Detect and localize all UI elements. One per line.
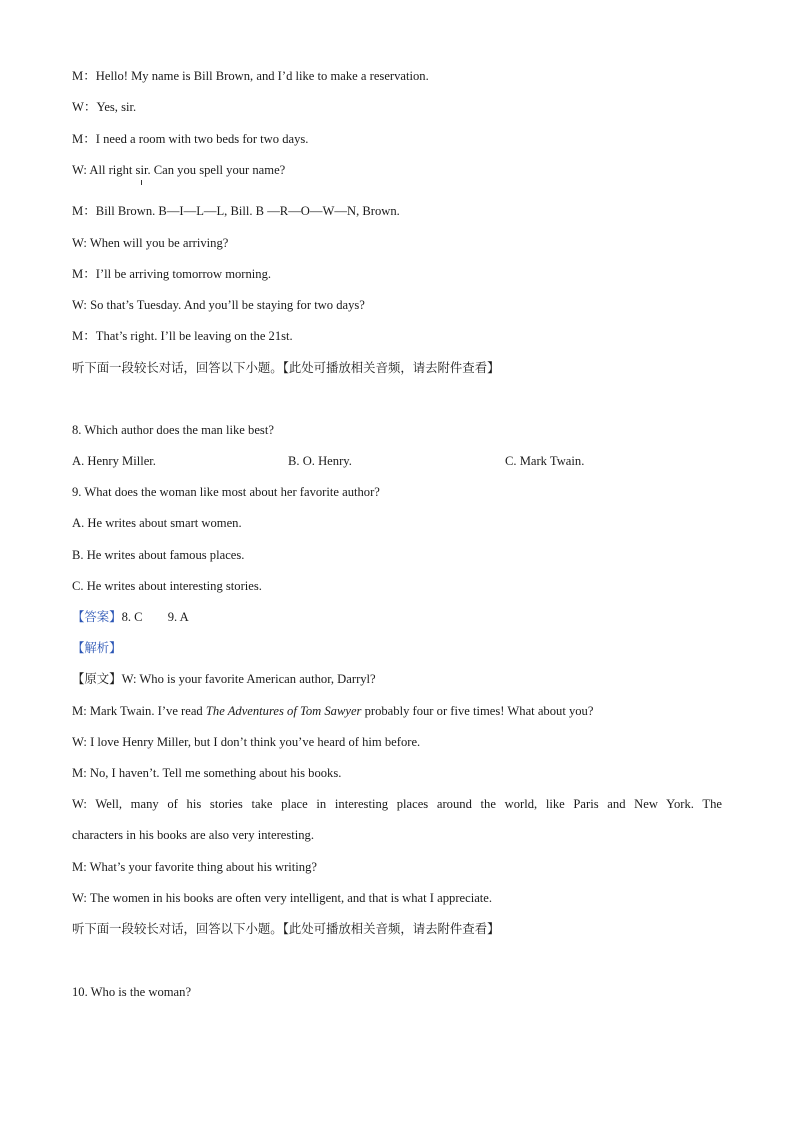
original-line-3: W: I love Henry Miller, but I don’t think you’ve heard of him before. [72, 735, 421, 749]
dialogue-line-3: M：I need a room with two beds for two days. [72, 132, 309, 146]
dialogue-line-1: M：Hello! My name is Bill Brown, and I’d like to make a reservation. [72, 69, 429, 83]
question-8-stem: 8. Which author does the man like best? [72, 423, 274, 437]
question-9-option-c: C. He writes about interesting stories. [72, 579, 262, 593]
answer-line [72, 609, 189, 625]
dialogue-line-9: M：That’s right. I’ll be leaving on the 21st. [72, 329, 293, 343]
original-first-text: W: Who is your favorite American author, Darryl? [121, 672, 376, 686]
analysis-label: 【解析】 [72, 640, 122, 655]
dialogue-line-6: W: When will you be arriving? [72, 236, 229, 250]
original-line-7: W: The women in his books are often very intelligent, and that is what I appreciate. [72, 891, 493, 905]
answer-label: 【答案】 [72, 609, 122, 624]
dialogue-line-7: M：I’ll be arriving tomorrow morning. [72, 267, 272, 281]
listening-instruction-1: 听下面一段较长对话，回答以下小题。【此处可播放相关音频，请去附件查看】 [72, 360, 500, 375]
question-8-option-b: B. O. Henry. [288, 454, 352, 468]
original-line-5a: W: Well, many of his stories take place in interesting places around the world, like Paris and New York. The [72, 797, 722, 811]
original-line-6: M: What’s your favorite thing about his writing? [72, 860, 317, 874]
original-line-5b: characters in his books are also very interesting. [72, 828, 314, 842]
original-line-2 [72, 703, 593, 719]
question-9-stem: 9. What does the woman like most about her favorite author? [72, 485, 380, 499]
question-10-stem: 10. Who is the woman? [72, 985, 192, 999]
answer-text: 8. C 9. A [121, 610, 189, 624]
analysis-line [72, 640, 122, 656]
dialogue-line-4: W: All right sir. Can you spell your name? [72, 163, 286, 177]
question-8-option-c: C. Mark Twain. [505, 454, 585, 468]
question-9-option-a: A. He writes about smart women. [72, 516, 242, 530]
question-8-options [72, 453, 722, 469]
stray-mark [141, 180, 142, 185]
original-line-2-pre: M: Mark Twain. I’ve read [72, 704, 206, 718]
dialogue-line-2: W：Yes, sir. [72, 100, 137, 114]
original-line-1 [72, 671, 376, 687]
dialogue-line-5: M：Bill Brown. B—I—L—L, Bill. B —R—O—W—N, Brown. [72, 204, 400, 218]
original-line-2-post: probably four or five times! What about you? [361, 704, 594, 718]
original-line-4: M: No, I haven’t. Tell me something about his books. [72, 766, 342, 780]
book-title: The Adventures of Tom Sawyer [205, 704, 362, 718]
original-label: 【原文】 [72, 671, 122, 686]
question-9-option-b: B. He writes about famous places. [72, 548, 245, 562]
listening-instruction-2: 听下面一段较长对话，回答以下小题。【此处可播放相关音频，请去附件查看】 [72, 921, 500, 936]
question-8-option-a: A. Henry Miller. [72, 454, 156, 468]
dialogue-line-8: W: So that’s Tuesday. And you’ll be staying for two days? [72, 298, 365, 312]
